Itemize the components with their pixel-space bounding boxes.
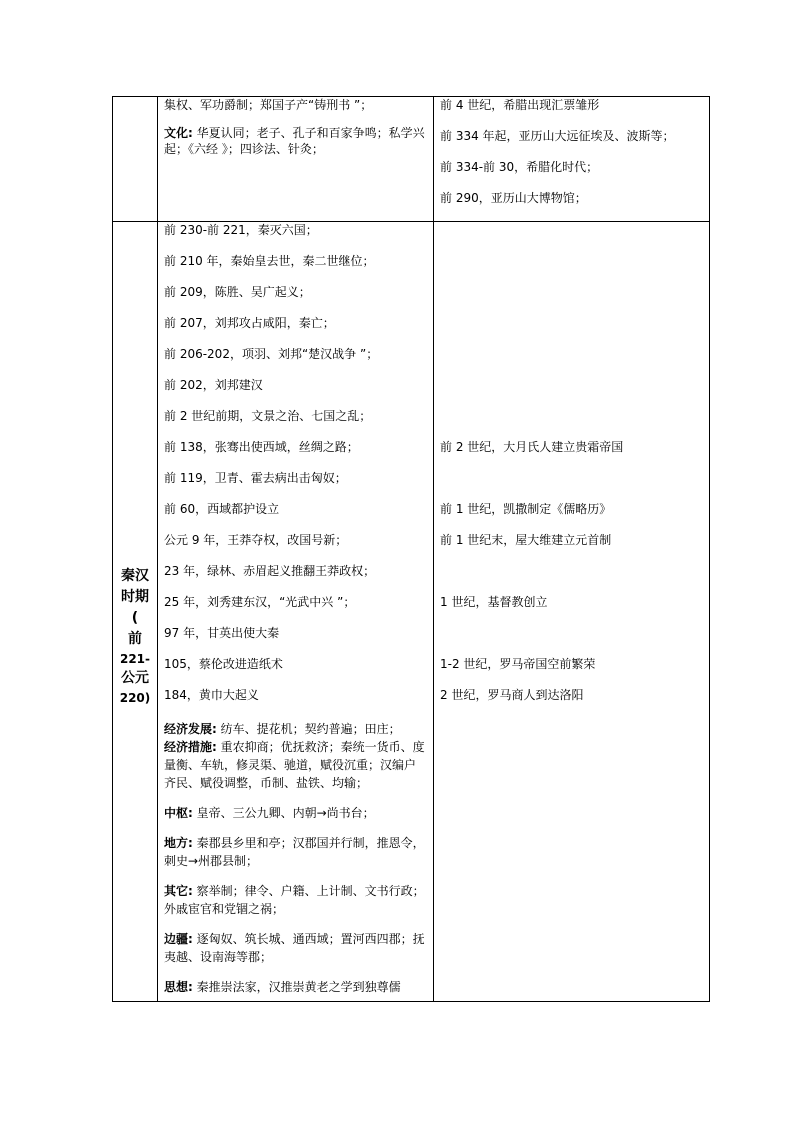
era-label-line: ( (131, 610, 139, 626)
text-line (164, 738, 427, 792)
china-event: 97 年，甘英出使大秦 (164, 626, 280, 640)
world-event: 2 世纪，罗马商人到达洛阳 (440, 688, 584, 702)
china-event: 前 207，刘邦攻占咸阳，秦亡； (164, 316, 335, 330)
table-row (113, 97, 710, 222)
topic-text: 纺车、提花机；契约普遍；田庄； (216, 722, 401, 736)
topic-heading: 其它: (164, 884, 193, 898)
text-line (164, 720, 427, 738)
topic-block (164, 978, 427, 996)
china-event: 前 209，陈胜、吴广起义； (164, 285, 311, 299)
topic-block (164, 834, 427, 870)
era-label-line: 秦汉 (121, 568, 149, 584)
world-event: 前 290，亚历山大博物馆； (440, 191, 587, 205)
china-event: 前 206-202，项羽、刘邦“楚汉战争 ”； (164, 347, 379, 361)
text-line (164, 882, 427, 918)
topic-text: 逐匈奴、筑长城、通西域；置河西四郡；抚夷越、设南海等郡； (164, 932, 425, 964)
era-cell-empty (113, 97, 158, 222)
text-line (164, 804, 427, 822)
era-label-line: 公元 (121, 670, 149, 686)
topic-block (164, 720, 427, 792)
topic-text: 集权、军功爵制；郑国子产“铸刑书 ”； (164, 98, 373, 112)
topic-block (164, 930, 427, 966)
era-label-line: 前 (128, 631, 142, 647)
topic-block (164, 882, 427, 918)
table-row (113, 222, 710, 1002)
topic-block (164, 804, 427, 822)
era-label-line: 时期 (121, 589, 149, 605)
world-event: 1-2 世纪，罗马帝国空前繁荣 (440, 657, 596, 671)
topic-text: 皇帝、三公九卿、内朝→尚书台； (192, 806, 375, 820)
world-event: 前 4 世纪，希腊出现汇票雏形 (440, 98, 600, 112)
china-event: 25 年，刘秀建东汉，“光武中兴 ”； (164, 595, 356, 609)
world-events-cell (434, 222, 710, 1002)
world-event: 前 334 年起，亚历山大远征埃及、波斯等； (440, 129, 675, 143)
china-event: 前 60，西域都护设立 (164, 502, 280, 516)
text-line (164, 834, 427, 870)
world-event: 前 1 世纪末，屋大维建立元首制 (440, 533, 612, 547)
china-event: 前 230-前 221，秦灭六国； (164, 223, 318, 237)
china-event: 前 119，卫青、霍去病出击匈奴； (164, 471, 347, 485)
text-line (164, 930, 427, 966)
topic-heading: 地方: (164, 836, 193, 850)
topic-heading: 中枢: (164, 806, 193, 820)
china-event: 105，蔡伦改进造纸术 (164, 657, 283, 671)
topic-text: 秦推崇法家，汉推崇黄老之学到独尊儒 (192, 980, 401, 994)
topic-heading: 经济措施: (164, 740, 217, 754)
china-event: 184，黄巾大起义 (164, 688, 259, 702)
topic-heading: 经济发展: (164, 722, 217, 736)
china-events-cell (158, 97, 434, 222)
china-event: 前 2 世纪前期，文景之治、七国之乱； (164, 409, 372, 423)
world-event: 1 世纪，基督教创立 (440, 595, 548, 609)
world-events-cell (434, 97, 710, 222)
china-events-cell (158, 222, 434, 1002)
history-table (112, 96, 710, 1002)
topic-text: 重农抑商；优抚救济；秦统一货币、度量衡、车轨，修灵渠、驰道，赋役沉重；汉编户齐民、赋役调整，币制、盐铁、均输； (164, 740, 425, 790)
era-cell (113, 222, 158, 1002)
text-line (164, 978, 427, 996)
world-event: 前 334-前 30，希腊化时代； (440, 160, 599, 174)
era-label (113, 222, 157, 707)
china-event: 前 210 年，秦始皇去世，秦二世继位； (164, 254, 375, 268)
era-label-line: 220) (119, 691, 151, 705)
era-label-line: 221- (119, 652, 151, 666)
topic-heading: 思想: (164, 980, 193, 994)
topic-heading: 文化: (164, 126, 193, 140)
topic-text: 华夏认同；老子、孔子和百家争鸣；私学兴起；《六经 》；四诊法、针灸； (164, 126, 425, 156)
text-line (164, 125, 427, 157)
topic-text: 秦郡县乡里和亭；汉郡国并行制，推恩令，刺史→州郡县制； (164, 836, 425, 868)
topic-text: 察举制；律令、户籍、上计制、文书行政；外戚宦官和党锢之祸； (164, 884, 425, 916)
world-event: 前 2 世纪，大月氏人建立贵霜帝国 (440, 440, 624, 454)
china-event: 前 138，张骞出使西域，丝绸之路； (164, 440, 359, 454)
china-event: 前 202，刘邦建汉 (164, 378, 263, 392)
china-event: 公元 9 年，王莽夺权，改国号新； (164, 533, 348, 547)
topic-heading: 边疆: (164, 932, 193, 946)
china-event: 23 年，绿林、赤眉起义推翻王莽政权； (164, 564, 376, 578)
world-event: 前 1 世纪，凯撒制定《儒略历》 (440, 502, 612, 516)
text-line (164, 97, 427, 113)
